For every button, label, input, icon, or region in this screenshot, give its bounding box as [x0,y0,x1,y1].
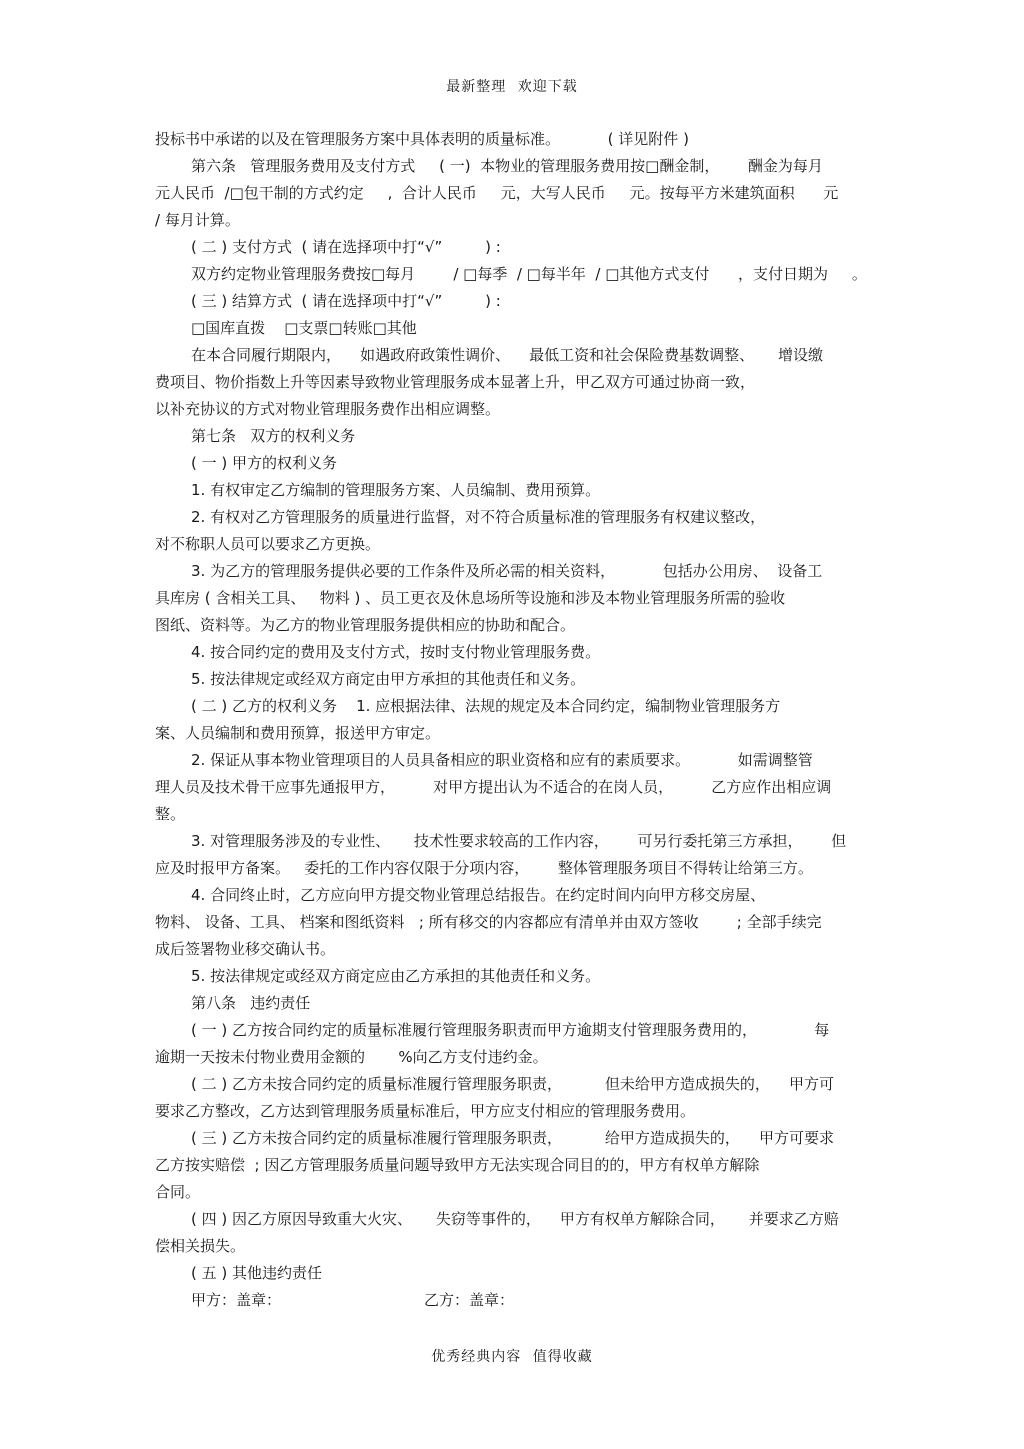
text-line: ( 一 ) 乙方按合同约定的质量标准履行管理服务职责而甲方逾期支付管理服务费用的， 每 [191,1021,830,1039]
text-line: 理人员及技术骨干应事先通报甲方， 对甲方提出认为不适合的在岗人员， 乙方应作出相应调 [155,778,832,796]
text-line: 物料、 设备、工具、 档案和图纸资料 ; 所有移交的内容都应有清单并由双方签收 ; 全部手续完 [155,913,822,931]
text-line: 在本合同履行期限内， 如遇政府政策性调价、 最低工资和社会保险费基数调整、 增设缴 [191,346,823,364]
text-line: 第七条 双方的权利义务 [191,427,356,445]
text-line: ( 三 ) 结算方式 ( 请在选择项中打“√” ) : [191,292,501,310]
text-line: 3. 为乙方的管理服务提供必要的工作条件及所必需的相关资料， 包括办公用房、 设备工 [191,562,823,580]
text-line: □国库直拨 □支票□转账□其他 [191,319,417,337]
text-line: 4. 按合同约定的费用及支付方式，按时支付物业管理服务费。 [191,643,601,661]
text-line: 以补充协议的方式对物业管理服务费作出相应调整。 [155,400,501,418]
page-header: 最新整理 欢迎下载 [446,79,578,95]
text-line: 偿相关损失。 [155,1237,246,1255]
text-line: 费项目、物价指数上升等因素导致物业管理服务成本显著上升，甲乙双方可通过协商一致， [155,373,756,391]
page-footer: 优秀经典内容 值得收藏 [431,1349,593,1365]
text-line: 具库房 ( 含相关工具、 物料 ) 、员工更衣及休息场所等设施和涉及本物业管理服务所需的验收 [155,589,786,607]
text-line: 对不称职人员可以要求乙方更换。 [155,535,381,553]
text-line: 投标书中承诺的以及在管理服务方案中具体表明的质量标准。 ( 详见附件 ) [155,130,689,148]
text-line: 2. 有权对乙方管理服务的质量进行监督，对不符合质量标准的管理服务有权建议整改， [191,508,766,526]
text-line: 应及时报甲方备案。 委托的工作内容仅限于分项内容， 整体管理服务项目不得转让给第三方。 [155,859,813,877]
text-line: 5. 按法律规定或经双方商定应由乙方承担的其他责任和义务。 [191,967,601,985]
text-line: 1. 有权审定乙方编制的管理服务方案、人员编制、费用预算。 [191,481,601,499]
text-line: 逾期一天按未付物业费用金额的 %向乙方支付违约金。 [155,1048,548,1066]
text-line: ( 三 ) 乙方未按合同约定的质量标准履行管理服务职责， 给甲方造成损失的， 甲方可要求 [191,1129,834,1147]
text-line: 成后签署物业移交确认书。 [155,940,336,958]
text-line: 3. 对管理服务涉及的专业性、 技术性要求较高的工作内容， 可另行委托第三方承担， 但 [191,832,847,850]
text-line: 合同。 [155,1183,201,1201]
text-line: 乙方按实赔偿 ; 因乙方管理服务质量问题导致甲方无法实现合同目的的，甲方有权单方解除 [155,1156,760,1174]
text-line: 图纸、资料等。为乙方的物业管理服务提供相应的协助和配合。 [155,616,576,634]
text-line: ( 二 ) 乙方的权利义务 1. 应根据法律、法规的规定及本合同约定，编制物业管理服务方 [191,697,781,715]
text-line: ( 四 ) 因乙方原因导致重大火灾、 失窃等事件的， 甲方有权单方解除合同， 并要求乙方赔 [191,1210,839,1228]
text-line: 甲方：盖章： 乙方：盖章： [191,1291,515,1309]
text-line: 案、人员编制和费用预算，报送甲方审定。 [155,724,441,742]
text-line: 第六条 管理服务费用及支付方式 ( 一) 本物业的管理服务费用按□酬金制， 酬金为每月 [191,157,823,175]
document-body [155,126,871,1314]
text-line: 双方约定物业管理服务费按□每月 / □每季 / □每半年 / □其他方式支付 ，支付日期为 。 [191,265,867,283]
text-line: 5. 按法律规定或经双方商定由甲方承担的其他责任和义务。 [191,670,586,688]
text-line: 2. 保证从事本物业管理项目的人员具备相应的职业资格和应有的素质要求。 如需调整管 [191,751,813,769]
text-line: 要求乙方整改，乙方达到管理服务质量标准后，甲方应支付相应的管理服务费用。 [155,1102,696,1120]
text-line: ( 五 ) 其他违约责任 [191,1264,323,1282]
text-line: ( 二 ) 乙方未按合同约定的质量标准履行管理服务职责， 但未给甲方造成损失的， 甲方可 [191,1075,834,1093]
text-line: 4. 合同终止时，乙方应向甲方提交物业管理总结报告。在约定时间内向甲方移交房屋、 [191,886,766,904]
text-line: 第八条 违约责任 [191,994,311,1012]
text-line: ( 二 ) 支付方式 ( 请在选择项中打“√” ) : [191,238,501,256]
text-line: / 每月计算。 [155,211,240,229]
text-line: 整。 [155,805,186,823]
text-line: ( 一 ) 甲方的权利义务 [191,454,338,472]
text-line: 元人民币 /□包干制的方式约定 , 合计人民币 元，大写人民币 元。按每平方米建筑面积 元 [155,184,839,202]
